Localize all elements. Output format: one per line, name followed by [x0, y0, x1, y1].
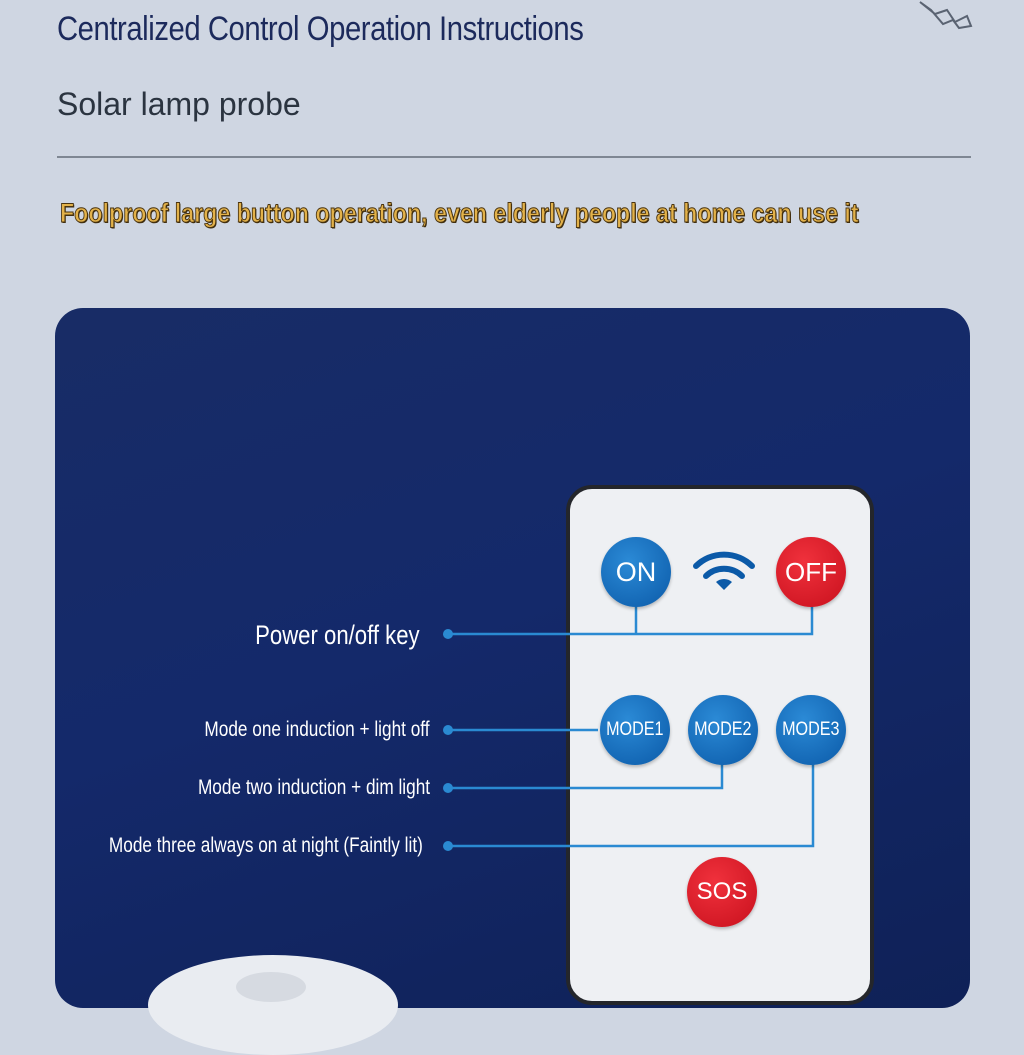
power-callout-line — [448, 603, 812, 634]
page-title: Centralized Control Operation Instructions — [57, 10, 584, 48]
mode1-button-label: MODE1 — [606, 719, 664, 740]
power-callout-dot — [443, 629, 453, 639]
off-button-label: OFF — [785, 556, 837, 587]
mode3-callout-line — [448, 762, 813, 846]
mode2-button[interactable] — [688, 695, 758, 765]
power-key-label: Power on/off key — [255, 620, 420, 650]
mode3-label: Mode three always on at night (Faintly lit) — [109, 834, 423, 857]
mode2-callout-line — [448, 762, 722, 788]
mode2-label: Mode two induction + dim light — [197, 776, 430, 799]
mode3-callout-dot — [443, 841, 453, 851]
sos-button-label: SOS — [696, 878, 748, 905]
mode1-label: Mode one induction + light off — [204, 718, 430, 741]
sos-button[interactable] — [687, 857, 757, 927]
tagline: Foolproof large button operation, even elderly people at home can use it — [60, 198, 859, 228]
page-subtitle: Solar lamp probe — [57, 86, 301, 122]
on-button[interactable] — [601, 537, 671, 607]
mode1-button[interactable] — [600, 695, 670, 765]
on-button-label: ON — [615, 556, 657, 587]
wifi-signal-icon — [692, 550, 756, 594]
mode2-button-label: MODE2 — [694, 719, 752, 740]
off-button[interactable] — [776, 537, 846, 607]
mode3-button[interactable] — [776, 695, 846, 765]
mode1-callout-dot — [443, 725, 453, 735]
mode2-callout-dot — [443, 783, 453, 793]
mode3-button-label: MODE3 — [782, 719, 840, 740]
